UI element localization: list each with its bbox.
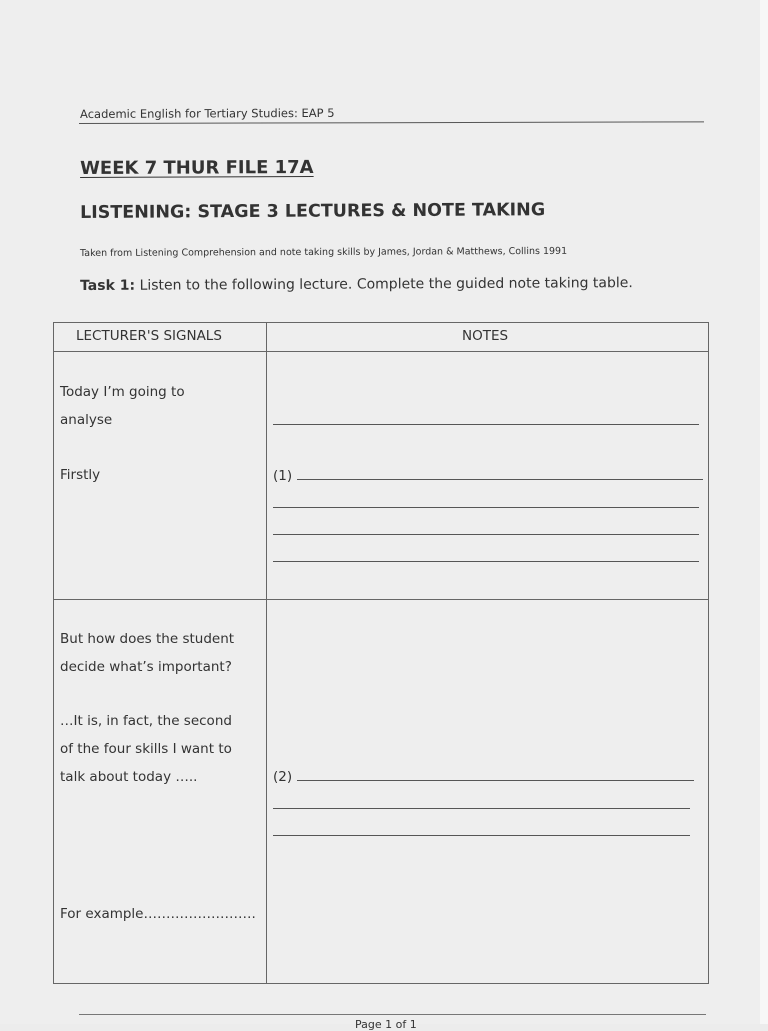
header-rule — [79, 121, 704, 124]
header-notes: NOTES — [462, 328, 509, 344]
section-row-divider — [54, 599, 708, 600]
signal-analyse: analyse — [60, 412, 113, 428]
note-line-1b[interactable] — [273, 507, 699, 508]
note-line-2b[interactable] — [273, 808, 690, 809]
column-divider — [266, 323, 267, 983]
week-title: WEEK 7 THUR FILE 17A — [80, 156, 314, 179]
note-line-2c[interactable] — [273, 835, 690, 836]
note-taking-table — [53, 322, 709, 984]
course-header: Academic English for Tertiary Studies: EAP 5 — [80, 105, 335, 121]
header-lecturers-signals: LECTURER'S SIGNALS — [76, 328, 222, 344]
signal-firstly: Firstly — [60, 467, 101, 483]
signal-second-skill-3: talk about today ….. — [60, 769, 198, 785]
task-text: Listen to the following lecture. Complete the guided note taking table. — [135, 275, 633, 294]
note-label-2: (2) — [273, 769, 293, 785]
page-edge — [760, 0, 768, 1024]
signal-second-skill-1: …It is, in fact, the second — [60, 713, 232, 729]
footer-rule — [79, 1014, 706, 1015]
signal-today: Today I’m going to — [60, 384, 185, 400]
source-citation: Taken from Listening Comprehension and note taking skills by James, Jordan & Matthews, Collins 1991 — [80, 245, 568, 259]
signal-how-decide-2: decide what’s important? — [60, 659, 232, 675]
listening-title: LISTENING: STAGE 3 LECTURES & NOTE TAKING — [80, 200, 546, 223]
task-instruction — [80, 275, 633, 294]
signal-how-decide-1: But how does the student — [60, 631, 235, 647]
note-line-2a[interactable] — [297, 780, 694, 781]
note-label-1: (1) — [273, 468, 293, 484]
note-line-1d[interactable] — [273, 561, 699, 562]
signal-second-skill-2: of the four skills I want to — [60, 741, 232, 757]
header-row-divider — [54, 351, 708, 352]
page-number: Page 1 of 1 — [355, 1018, 417, 1031]
signal-for-example: For example……………………. — [60, 906, 256, 922]
note-line-intro[interactable] — [273, 424, 699, 425]
task-label: Task 1: — [80, 277, 136, 294]
note-line-1c[interactable] — [273, 534, 699, 535]
note-line-1a[interactable] — [297, 479, 703, 480]
